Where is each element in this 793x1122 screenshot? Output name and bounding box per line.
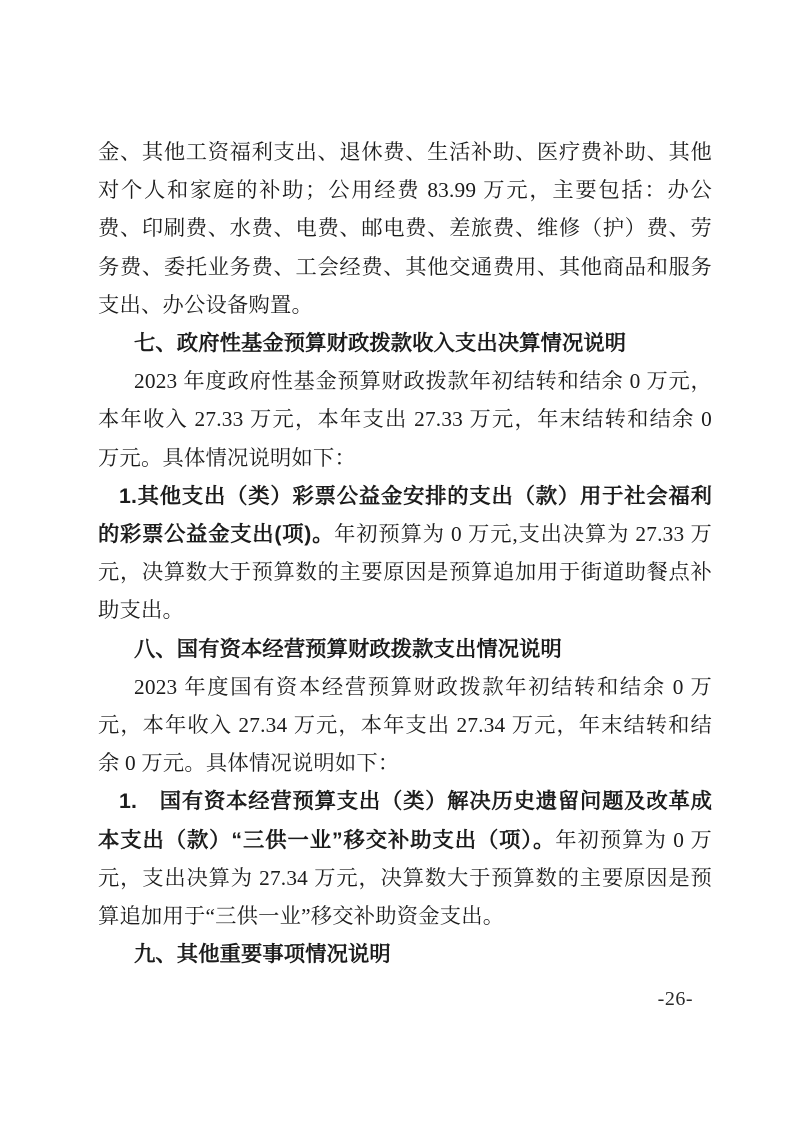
bold-text-segment: 七、政府性基金预算财政拨款收入支出决算情况说明	[134, 331, 627, 356]
bold-text-segment: 1.其他支出（类）彩票公益金安排的支出（款）用于社会福利的彩票公益金支出(项)。	[98, 483, 712, 547]
page-number: -26-	[657, 988, 693, 1010]
section-heading	[98, 324, 712, 362]
bold-text-segment: 九、其他重要事项情况说明	[134, 942, 391, 967]
body-paragraph	[98, 362, 712, 477]
text-segment: 2023 年度政府性基金预算财政拨款年初结转和结余 0 万元，本年收入 27.33 万元，本年支出 27.33 万元，年末结转和结余 0 万元。具体情况说明如下：	[98, 369, 712, 470]
body-paragraph	[98, 477, 712, 630]
body-paragraph	[98, 668, 712, 783]
section-heading	[98, 935, 712, 973]
body-paragraph	[98, 133, 712, 324]
section-heading	[98, 630, 712, 668]
text-segment: 年初预算为 0 万元,支出决算为 27.33 万元，决算数大于预算数的主要原因是预算追加用于街道助餐点补助支出。	[98, 522, 712, 623]
bold-text-segment: 1. 国有资本经营预算支出（类）解决历史遗留问题及改革成本支出（款）“三供一业”移交补助支出（项）。	[98, 789, 712, 852]
text-segment: 金、其他工资福利支出、退休费、生活补助、医疗费补助、其他对个人和家庭的补助；公用经费 83.99 万元，主要包括：办公费、印刷费、水费、电费、邮电费、差旅费、维修（护）费、劳务费、委托业务费、工会经费、其他交通费用、其他商品和服务支出、办公设备购置。	[98, 140, 712, 317]
text-segment: 年初预算为 0 万元，支出决算为 27.34 万元，决算数大于预算数的主要原因是预算追加用于“三供一业”移交补助资金支出。	[98, 827, 712, 929]
text-segment: 2023 年度国有资本经营预算财政拨款年初结转和结余 0 万元，本年收入 27.34 万元，本年支出 27.34 万元，年末结转和结余 0 万元。具体情况说明如下：	[98, 674, 712, 776]
document-content	[98, 133, 712, 973]
body-paragraph	[98, 782, 712, 935]
bold-text-segment: 八、国有资本经营预算财政拨款支出情况说明	[134, 636, 562, 661]
